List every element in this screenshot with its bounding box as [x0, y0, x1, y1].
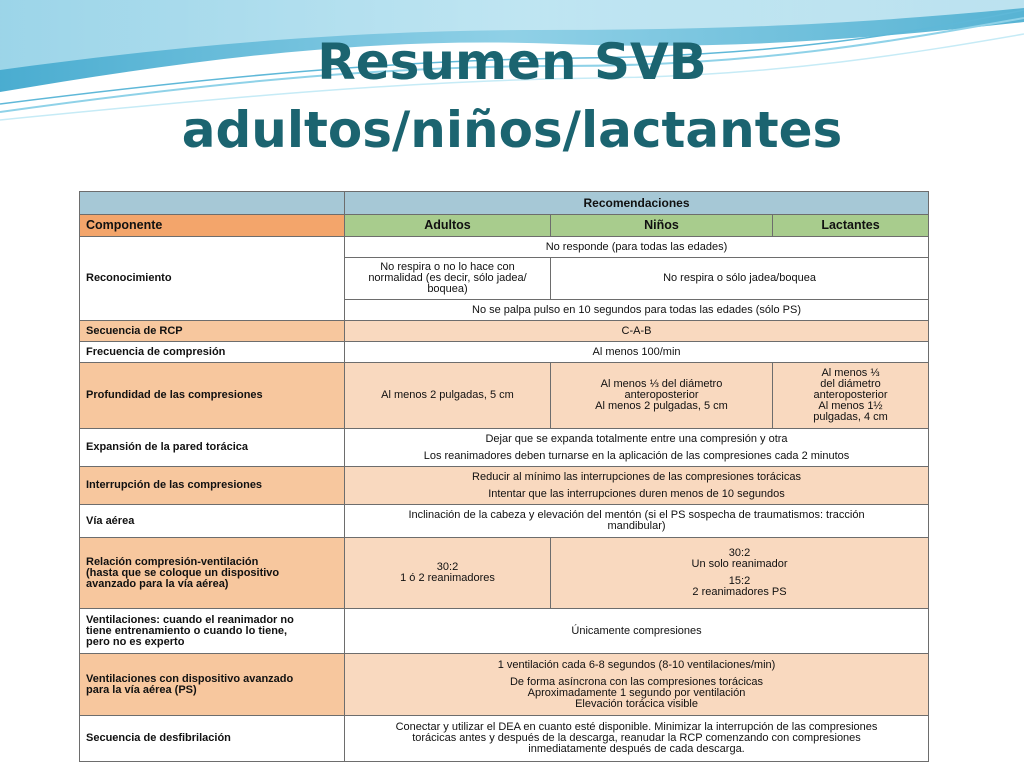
cell-reconocimiento-ninos-lactantes: No respira o sólo jadea/boquea [551, 258, 929, 300]
text-line: (hasta que se coloque un dispositivo [86, 566, 280, 579]
text-line: Los reanimadores deben turnarse en la aplicación de las compresiones cada 2 minutos [423, 449, 850, 462]
label-reconocimiento: Reconocimiento [80, 237, 345, 321]
header-row-columns [80, 215, 929, 237]
header-blank-cell [80, 192, 345, 215]
cell-no-responde: No responde (para todas las edades) [345, 237, 929, 258]
text-line: tiene entrenamiento o cuando lo tiene, [86, 624, 288, 637]
table-row-frecuencia [80, 342, 929, 363]
text-line: 2 reanimadores PS [692, 586, 787, 598]
cell-profundidad-lactantes [773, 363, 929, 429]
text-line: anteroposterior [624, 389, 699, 401]
title-line-1: Resumen SVB [317, 33, 707, 91]
table-row-interrupcion [80, 467, 929, 505]
header-lactantes: Lactantes [773, 215, 929, 237]
cell-relacion-adultos [345, 538, 551, 609]
label-secuencia-rcp: Secuencia de RCP [80, 321, 345, 342]
label-interrupcion: Interrupción de las compresiones [80, 467, 345, 505]
text-line: Relación compresión-ventilación [86, 555, 259, 568]
table-row-ventilaciones-con [80, 654, 929, 716]
text-line: Al menos ⅓ del diámetro [600, 378, 723, 390]
text-line: Ventilaciones: cuando el reanimador no [86, 613, 294, 626]
text-line: No respira o no lo hace con [380, 261, 515, 273]
text-line: Inclinación de la cabeza y elevación del mentón (si el PS sospecha de traumatismos: tracción [408, 509, 865, 521]
header-adultos: Adultos [345, 215, 551, 237]
header-recomendaciones: Recomendaciones [345, 192, 929, 215]
text-line: 30:2 [728, 547, 751, 559]
text-line: Dejar que se expanda totalmente entre una compresión y otra [485, 432, 788, 445]
text-line: Al menos 1½ [818, 400, 883, 412]
table-row-reconocimiento-1 [80, 237, 929, 258]
text-line: Intentar que las interrupciones duren menos de 10 segundos [488, 487, 785, 500]
text-line: Al menos 2 pulgadas, 5 cm [595, 400, 728, 412]
table-row-desfibrilacion [80, 716, 929, 762]
text-line: boquea) [427, 283, 468, 295]
text-line: Al menos ⅓ [821, 367, 880, 379]
header-row-recomendaciones [80, 192, 929, 215]
cell-relacion-ninos-lactantes [551, 538, 929, 609]
text-line: normalidad (es decir, sólo jadea/ [368, 272, 527, 284]
cell-expansion [345, 429, 929, 467]
slide-title [0, 28, 1024, 164]
text-line: anteroposterior [813, 389, 888, 401]
svb-summary-table-wrapper [79, 191, 928, 762]
table-row-expansion [80, 429, 929, 467]
label-expansion: Expansión de la pared torácica [80, 429, 345, 467]
text-line: 1 ó 2 reanimadores [400, 572, 495, 584]
table-row-via-aerea [80, 505, 929, 538]
cell-reconocimiento-adultos [345, 258, 551, 300]
cell-frecuencia: Al menos 100/min [345, 342, 929, 363]
label-frecuencia: Frecuencia de compresión [80, 342, 345, 363]
header-ninos: Niños [551, 215, 773, 237]
text-line: Ventilaciones con dispositivo avanzado [86, 672, 294, 685]
text-line: Aproximadamente 1 segundo por ventilación [527, 686, 746, 699]
title-line-2: adultos/niños/lactantes [181, 101, 843, 159]
table-row-secuencia-rcp [80, 321, 929, 342]
cell-profundidad-adultos: Al menos 2 pulgadas, 5 cm [345, 363, 551, 429]
cell-ventilaciones-sin: Únicamente compresiones [345, 609, 929, 654]
cell-no-pulso: No se palpa pulso en 10 segundos para todas las edades (sólo PS) [345, 300, 929, 321]
header-componente: Componente [80, 215, 345, 237]
label-via-aerea: Vía aérea [80, 505, 345, 538]
text-line: De forma asíncrona con las compresiones torácicas [509, 675, 764, 688]
label-desfibrilacion: Secuencia de desfibrilación [80, 716, 345, 762]
label-relacion [80, 538, 345, 609]
text-line: pulgadas, 4 cm [813, 411, 888, 423]
text-line: pero no es experto [86, 635, 185, 648]
table-row-relacion [80, 538, 929, 609]
text-line: avanzado para la vía aérea) [86, 577, 229, 590]
cell-ventilaciones-con [345, 654, 929, 716]
text-line: Un solo reanimador [691, 558, 788, 570]
cell-secuencia-rcp: C-A-B [345, 321, 929, 342]
label-ventilaciones-con [80, 654, 345, 716]
text-line: inmediatamente después de cada descarga. [528, 743, 745, 755]
cell-via-aerea [345, 505, 929, 538]
label-profundidad: Profundidad de las compresiones [80, 363, 345, 429]
text-line: Conectar y utilizar el DEA en cuanto esté disponible. Minimizar la interrupción de las compresiones [395, 721, 878, 733]
text-line: del diámetro [820, 378, 881, 390]
cell-profundidad-ninos [551, 363, 773, 429]
table-row-profundidad [80, 363, 929, 429]
cell-interrupcion [345, 467, 929, 505]
label-ventilaciones-sin [80, 609, 345, 654]
table-row-ventilaciones-sin [80, 609, 929, 654]
cell-desfibrilacion [345, 716, 929, 762]
text-line: 30:2 [436, 561, 459, 573]
text-line: Reducir al mínimo las interrupciones de las compresiones torácicas [472, 470, 801, 483]
text-line: Elevación torácica visible [575, 697, 698, 710]
text-line: para la vía aérea (PS) [86, 683, 197, 696]
text-line: 1 ventilación cada 6-8 segundos (8-10 ventilaciones/min) [497, 658, 776, 671]
text-line: 15:2 [728, 575, 751, 587]
svb-summary-table [79, 191, 929, 762]
text-line: mandibular) [607, 520, 666, 532]
text-line: torácicas antes y después de la descarga, reanudar la RCP comenzando con compresiones [412, 732, 861, 744]
